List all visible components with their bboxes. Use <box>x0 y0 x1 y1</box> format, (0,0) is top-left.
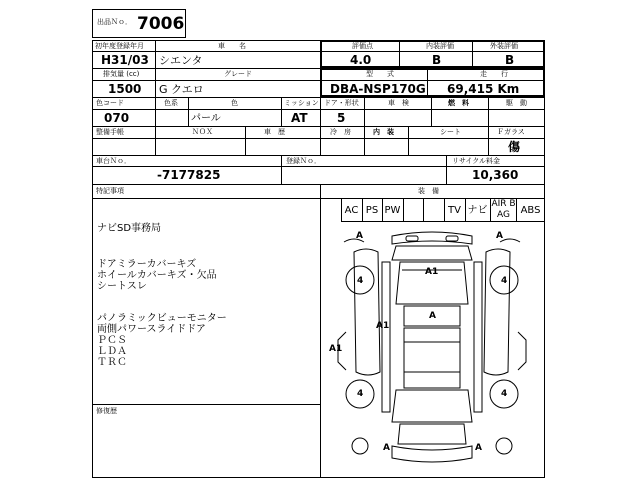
rule <box>92 155 545 156</box>
damage-mark: 4 <box>357 276 364 286</box>
rule <box>92 404 320 405</box>
rule <box>281 155 282 184</box>
glass-label: Ｆガラス <box>497 128 525 136</box>
notes-label: 特記事項 <box>96 187 124 195</box>
rule <box>431 97 432 126</box>
lot-number-box <box>92 9 186 38</box>
score-value: 4.0 <box>350 53 372 67</box>
damage-mark: 4 <box>357 389 364 399</box>
inspection-label: 車 検 <box>388 99 409 107</box>
rule <box>488 126 489 155</box>
rule <box>281 97 282 126</box>
equipment-navi: ナビ <box>467 205 488 216</box>
repair-label: 修復歴 <box>96 407 117 415</box>
equipment-ac: AC <box>344 205 359 216</box>
displacement-label: 排気量 (cc) <box>103 70 140 78</box>
interior-label: 内 装 <box>373 128 394 136</box>
equipment-pw: PW <box>384 205 401 216</box>
doors-label: ドア・形状 <box>324 99 359 107</box>
rule <box>488 97 489 126</box>
note-item: ホイールカバーキズ・欠品 <box>97 270 217 281</box>
rule <box>427 68 428 97</box>
ac-label: 冷 房 <box>330 128 351 136</box>
chassis-label: 車台Ｎｏ． <box>96 157 131 165</box>
rule <box>423 198 424 222</box>
rule <box>188 97 189 126</box>
rule <box>403 198 404 222</box>
recycle-label: リサイクル料金 <box>452 157 501 165</box>
color-type-label: 色系 <box>164 99 178 107</box>
rule <box>364 126 365 155</box>
note-item: パノラミックビューモニター <box>97 313 227 324</box>
rule <box>408 126 409 155</box>
vehicle-diagram <box>320 222 545 478</box>
damage-mark: A <box>429 311 436 321</box>
maintenance-label: 整備手帳 <box>96 128 124 136</box>
mission-value: AT <box>291 111 308 125</box>
damage-mark: 4 <box>501 389 508 399</box>
note-item: ＴＲＣ <box>97 357 127 368</box>
color-type-value: パール <box>191 113 221 124</box>
rule <box>364 97 365 126</box>
equipment-tv: TV <box>448 205 461 216</box>
model-value: DBA-NSP170G <box>330 82 426 96</box>
rule <box>320 126 321 155</box>
chassis-value: -7177825 <box>157 168 221 182</box>
notes-group-2 <box>97 313 227 368</box>
note-item: シートスレ <box>97 281 147 292</box>
mileage-value: 69,415 Km <box>447 82 520 96</box>
rule <box>245 126 246 155</box>
first-reg-value: H31/03 <box>101 53 149 67</box>
damage-mark: A <box>383 443 390 453</box>
rule <box>92 109 545 110</box>
mileage-label: 走 行 <box>480 70 508 78</box>
glass-value: 傷 <box>508 140 521 154</box>
rule <box>92 166 545 167</box>
notes-group-1 <box>97 259 217 292</box>
rule <box>155 68 156 97</box>
score-label: 評価点 <box>352 42 373 50</box>
color-code-label: 色コード <box>96 99 124 107</box>
rule <box>155 97 156 126</box>
equipment-airbag: AIR BAG <box>491 199 516 220</box>
car-name-label: 車 名 <box>218 42 246 50</box>
color-code-value: 070 <box>104 111 130 125</box>
rule <box>92 138 545 139</box>
rule <box>92 97 545 98</box>
grade-label: グレード <box>224 70 252 78</box>
mission-label: ミッション <box>284 99 319 107</box>
car-name-value: シエンタ <box>159 54 203 67</box>
damage-mark: A <box>496 231 503 241</box>
model-label: 型 式 <box>366 70 394 78</box>
drive-label: 駆 動 <box>506 99 527 107</box>
rule <box>446 155 447 184</box>
equipment-abs: ABS <box>520 205 541 216</box>
exterior-score-label: 外装評価 <box>490 42 518 50</box>
damage-mark: A1 <box>329 344 343 354</box>
lot-number-label: 出品Ｎｏ． <box>97 18 132 26</box>
damage-mark: A <box>356 231 363 241</box>
damage-mark: A1 <box>425 267 439 277</box>
interior-score-label: 内装評価 <box>426 42 454 50</box>
first-reg-label: 初年度登録年月 <box>95 42 144 50</box>
recycle-value: 10,360 <box>472 168 519 182</box>
damage-mark: 4 <box>501 276 508 286</box>
doors-value: 5 <box>337 111 346 125</box>
grade-value: G クエロ <box>159 83 204 96</box>
equipment-ps: PS <box>365 205 379 216</box>
rule <box>155 126 156 155</box>
exterior-score-value: B <box>505 53 515 67</box>
rule <box>320 97 321 126</box>
note-item: ＰＣＳ <box>97 335 127 346</box>
history-label: 車 歴 <box>264 128 285 136</box>
notes-line: ナビSD事務局 <box>97 223 162 234</box>
equipment-label: 装 備 <box>418 187 439 195</box>
displacement-value: 1500 <box>108 82 142 96</box>
seat-label: シート <box>440 128 461 136</box>
lot-number: 7006 <box>137 14 185 34</box>
nox-label: ＮＯＸ <box>192 128 213 136</box>
damage-mark: A <box>475 443 482 453</box>
color-label: 色 <box>231 99 238 107</box>
note-item: ＬＤＡ <box>97 346 127 357</box>
rule <box>155 40 156 68</box>
interior-score-value: B <box>432 53 442 67</box>
rule <box>92 126 545 127</box>
reg-label: 登録Ｎｏ． <box>286 157 321 165</box>
note-item: 両側パワースライドドア <box>97 324 206 335</box>
damage-mark: A1 <box>376 321 390 331</box>
rule <box>92 184 545 185</box>
note-item: ドアミラーカバーキズ <box>97 259 197 270</box>
fuel-label: 燃 料 <box>448 99 469 107</box>
